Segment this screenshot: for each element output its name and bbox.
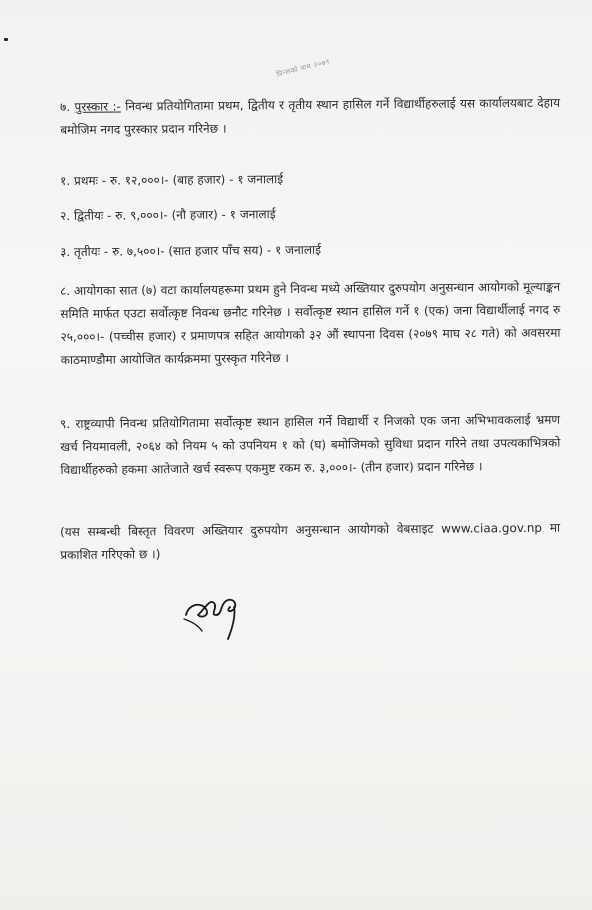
- footnote: [60, 517, 560, 567]
- ink-mark: [4, 38, 8, 41]
- prize-second-text: २. द्वितीयः - रु. ९,०००।- (नौ हजार) - १ जनालाई: [60, 207, 276, 223]
- prize-third-text: ३. तृतीयः - रु. ७,५००।- (सात हजार पाँच सय) - १ जनालाई: [60, 242, 322, 259]
- section-8-paragraph: ८. आयोगका सात (७) वटा कार्यालयहरूमा प्रथम हुने निवन्ध मध्ये अख्तियार दुरुपयोग अनुसन्धान आयोगको मूल्याङ्कन समिति मार्फत एउटा सर्वोत्कृष्ट निवन्ध छनौट गरिनेछ । सर्वोत्कृष्ट स्थान हासिल गर्ने १ (एक) जना विद्यार्थीलाई नगद रु २५,०००।- (पच्चीस हजार) र प्रमाणपत्र सहित आयोगको ३२ औं स्थापना दिवस (२०७९ माघ २८ गते) को अवसरमा काठमाण्डौमा आयोजित कार्यक्रममा पुरस्कृत गरिनेछ ।: [60, 279, 561, 367]
- section-9: [60, 409, 561, 482]
- prize-third: [60, 237, 560, 264]
- prize-first-text: १. प्रथमः - रु. १२,०००।- (बाह हजार) - १ जनालाई: [60, 172, 284, 188]
- stamp-note: प्रिन्सको नाम २०७९: [275, 57, 331, 79]
- section-7-paragraph: [60, 92, 560, 142]
- section-7-heading: पुरस्कार :-: [74, 99, 121, 114]
- prize-first: [60, 166, 560, 193]
- prize-second: [60, 201, 560, 228]
- section-8: [60, 276, 561, 372]
- section-9-paragraph: ९. राष्ट्रव्यापी निवन्ध प्रतियोगितामा सर्वोत्कृष्ट स्थान हासिल गर्ने विद्यार्थी र निजको एक जना अभिभावकलाई भ्रमण खर्च नियमावली, २०६४ को नियम ५ को उपनियम १ को (घ) बमोजिमको सुविधा प्रदान गरिने तथा उपत्यकाभित्रको विद्यार्थीहरुको हकमा आतेजाते खर्च स्वरूप एकमुष्ट रकम रु. ३,०००।- (तीन हजार) प्रदान गरिनेछ ।: [60, 412, 561, 477]
- section-7-body: निवन्ध प्रतियोगितामा प्रथम, द्वितीय र तृतीय स्थान हासिल गर्ने विद्यार्थीहरुलाई यस कार्यालयबाट देहाय बमोजिम नगद पुरस्कार प्रदान गरिनेछ ।: [60, 95, 561, 137]
- handwritten-signature: [180, 585, 250, 645]
- footnote-paragraph: (यस सम्बन्धी बिस्तृत विवरण अख्तियार दुरुपयोग अनुसन्धान आयोगको वेबसाइट www.ciaa.gov.np मा प्रकाशित गरिएको छ ।): [60, 520, 561, 562]
- section-7-number: ७.: [60, 99, 71, 114]
- section-7: [60, 92, 560, 142]
